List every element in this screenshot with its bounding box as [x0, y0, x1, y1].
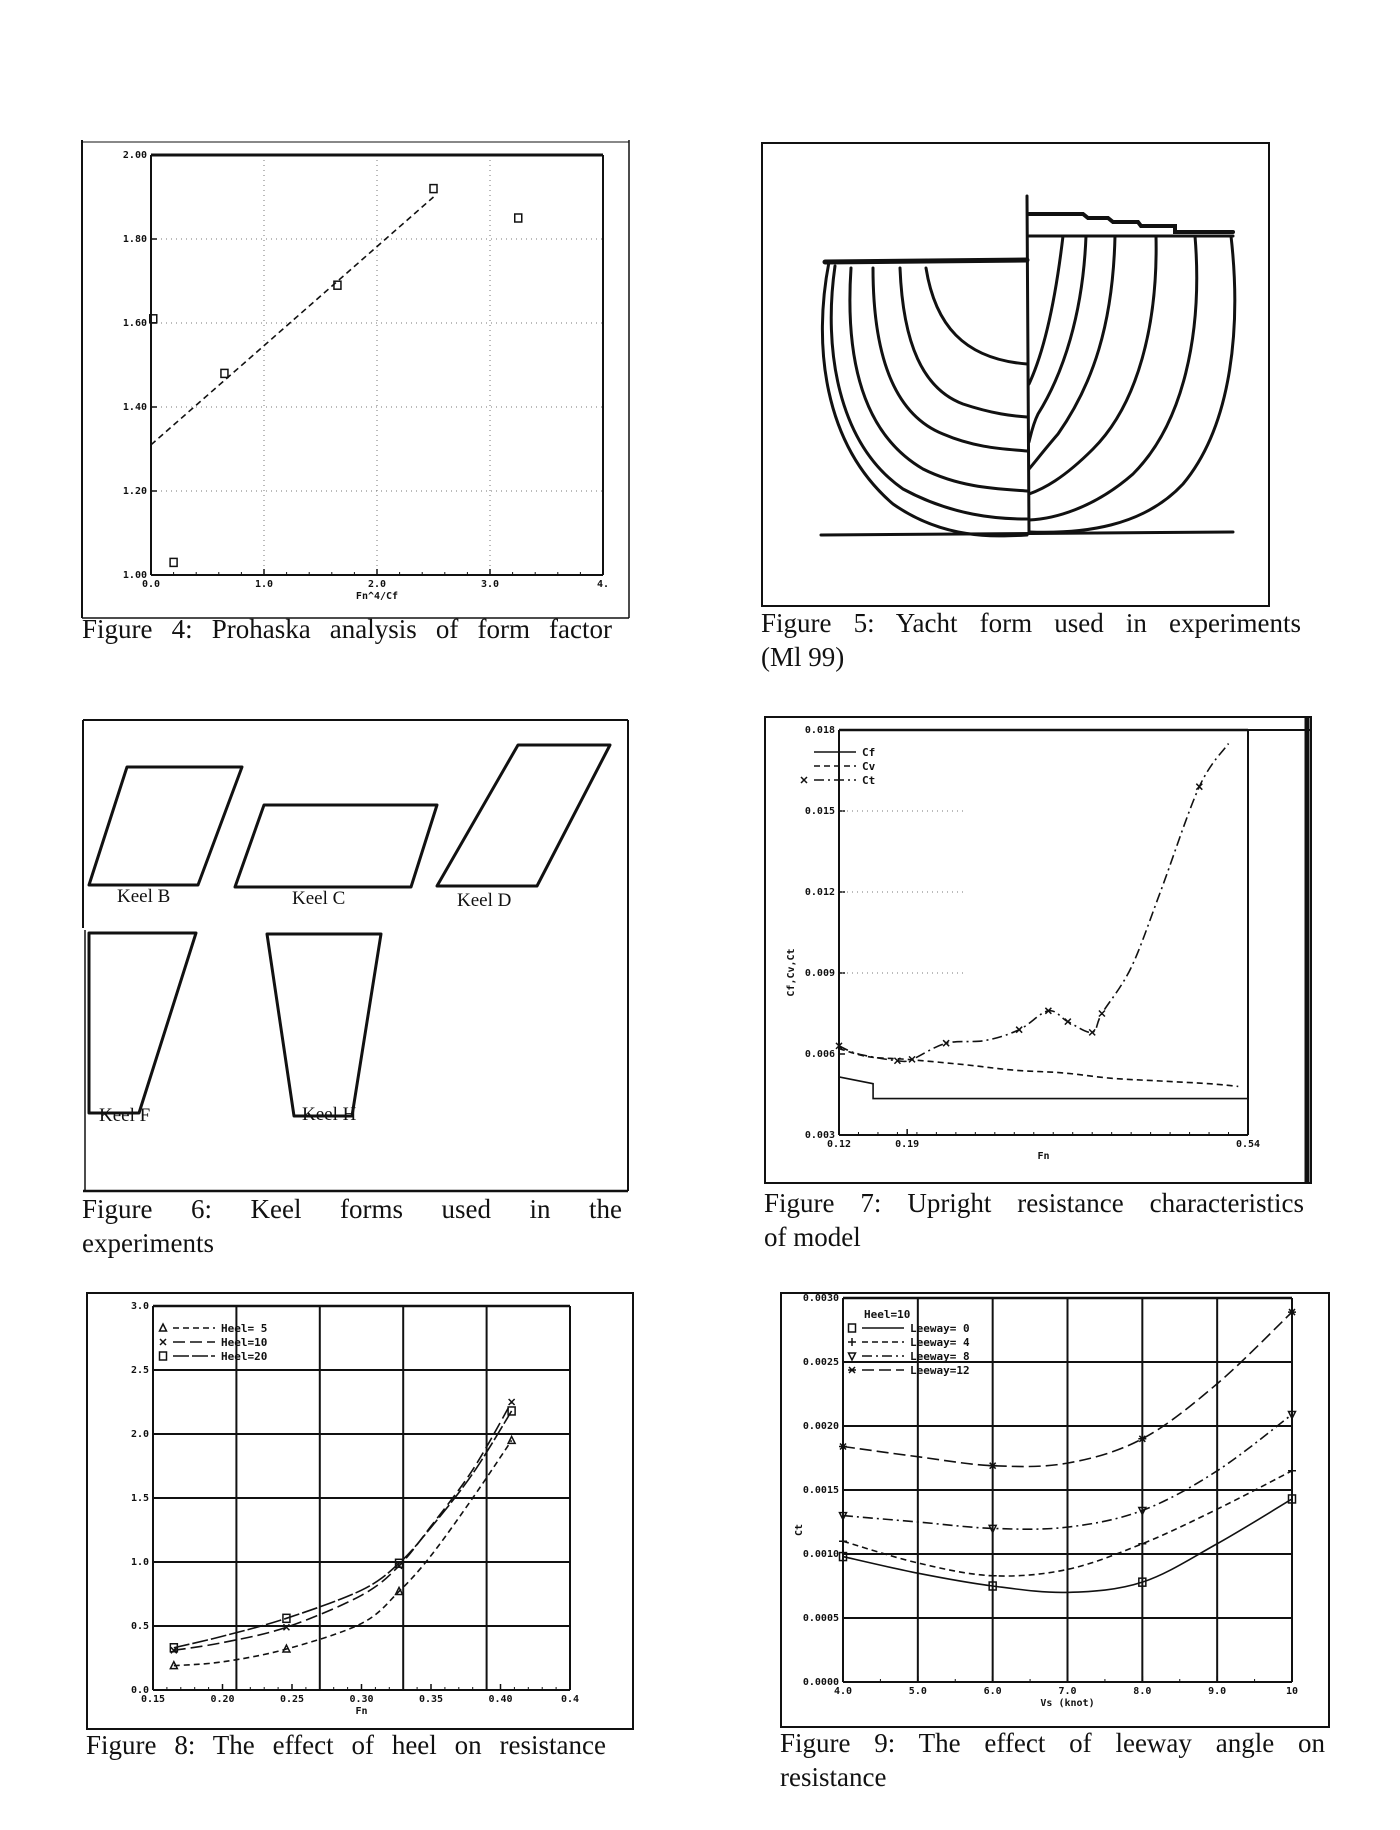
x-tick-label: 10: [1285, 1686, 1299, 1697]
figure-6-caption-line2: experiments: [82, 1228, 214, 1258]
y-tick-label: 0.0030: [802, 1293, 839, 1304]
keel-f-label: Keel F: [99, 1105, 151, 1126]
data-point-marker: [170, 558, 177, 566]
series-line-1: [151, 197, 434, 445]
y-tick-label: 0.0: [130, 1685, 149, 1696]
series-line-0: [839, 1077, 1248, 1099]
figure-9-chart: [780, 1292, 1330, 1730]
data-point-marker: [1099, 1011, 1105, 1017]
data-point-marker: [1065, 1019, 1071, 1025]
x-axis-label: Fn^4/Cf: [355, 591, 399, 602]
x-tick-label: 0.19: [895, 1139, 920, 1150]
legend-entry: Ct: [862, 774, 876, 787]
y-tick-label: 1.40: [122, 402, 147, 413]
figure-9-caption-line2: resistance: [780, 1762, 887, 1792]
data-point-marker: [989, 1572, 997, 1580]
legend-entry: Cf: [862, 746, 876, 759]
y-tick-label: 0.006: [804, 1049, 835, 1060]
figure-9: [780, 1292, 1330, 1730]
x-tick-label: 5.0: [908, 1686, 927, 1697]
data-point-marker: [221, 369, 228, 377]
y-tick-label: 1.20: [122, 486, 147, 497]
y-tick-label: 0.0015: [802, 1485, 839, 1496]
x-tick-label: 8.0: [1133, 1686, 1152, 1697]
figure-8-chart: [86, 1292, 634, 1732]
y-tick-label: 0.0000: [802, 1677, 839, 1688]
figure-7-chart: [764, 716, 1312, 1184]
data-point-marker: [1016, 1027, 1022, 1033]
keel-f-shape: [89, 933, 196, 1113]
x-tick-label: 0.54: [1235, 1139, 1261, 1150]
keel-b-label: Keel B: [117, 886, 171, 907]
x-tick-label: 0.15: [140, 1694, 166, 1705]
figure-4: [82, 140, 632, 620]
x-tick-label: 0.12: [826, 1139, 852, 1150]
y-tick-label: 0.018: [804, 725, 835, 736]
figure-4-caption-text: Figure 4: Prohaska analysis of form factor: [82, 614, 612, 644]
x-tick-label: 9.0: [1208, 1686, 1227, 1697]
figure-frame: [765, 717, 1311, 1183]
y-tick-label: 3.0: [130, 1301, 149, 1312]
data-point-marker: [430, 185, 437, 193]
y-tick-label: 0.003: [804, 1130, 835, 1141]
y-tick-label: 0.0025: [802, 1357, 839, 1368]
x-tick-label: 7.0: [1058, 1686, 1077, 1697]
y-tick-label: 2.5: [130, 1365, 149, 1376]
y-tick-label: 0.012: [804, 887, 835, 898]
y-tick-label: 0.0020: [802, 1421, 839, 1432]
y-axis-label: Ct: [794, 1523, 805, 1537]
x-tick-label: 0.0: [141, 579, 161, 590]
legend-entry: Leeway=12: [910, 1364, 970, 1377]
figure-frame: [781, 1293, 1329, 1727]
legend-marker: [160, 1324, 167, 1331]
y-tick-label: 2.0: [130, 1429, 149, 1440]
x-tick-label: 0.30: [349, 1694, 374, 1705]
data-point-marker: [1196, 784, 1202, 790]
x-tick-label: 0.40: [488, 1694, 513, 1705]
y-tick-label: 0.5: [130, 1621, 149, 1632]
keel-c-shape: [235, 805, 437, 887]
legend-marker: [801, 777, 807, 783]
x-tick-label: 4.0: [833, 1686, 853, 1697]
figure-8: [86, 1292, 634, 1732]
figure-7-caption-line1: Figure 7: Upright resistance characteristics: [764, 1188, 1304, 1218]
x-tick-label: 4.: [596, 579, 610, 590]
figure-5-caption: [761, 606, 1301, 674]
figure-7: [764, 716, 1312, 1184]
y-tick-label: 1.00: [122, 570, 147, 581]
figure-9-caption: [780, 1726, 1325, 1794]
y-tick-label: 0.015: [804, 806, 835, 817]
keel-forms-drawing: [82, 718, 630, 1192]
y-axis-label: Cf,Cv,Ct: [786, 948, 797, 997]
figure-6-caption-line1: Figure 6: Keel forms used in the: [82, 1194, 622, 1224]
data-point-marker: [839, 1537, 847, 1545]
data-point-marker: [515, 214, 522, 222]
legend-entry: Leeway= 0: [910, 1322, 970, 1335]
figure-9-caption-line1: Figure 9: The effect of leeway angle on: [780, 1728, 1325, 1758]
keel-d-label: Keel D: [457, 890, 512, 911]
series-line-1: [174, 1402, 512, 1650]
keel-d-shape: [437, 745, 610, 886]
figure-4-caption: [82, 612, 612, 646]
y-tick-label: 1.5: [130, 1493, 149, 1504]
legend-entry: Heel=20: [221, 1350, 268, 1363]
y-tick-label: 0.009: [804, 968, 835, 979]
x-tick-label: 3.0: [480, 579, 500, 590]
legend-marker: [848, 1338, 856, 1346]
legend-marker: [849, 1353, 856, 1360]
legend-marker: [160, 1352, 167, 1360]
series-line-0: [174, 1440, 512, 1665]
x-tick-label: 6.0: [983, 1686, 1002, 1697]
x-tick-label: 2.0: [367, 579, 387, 590]
figure-8-caption: [86, 1728, 606, 1762]
legend-entry: Heel= 5: [221, 1322, 268, 1335]
figure-7-caption: [764, 1186, 1304, 1254]
x-axis-label: Fn: [1037, 1151, 1050, 1162]
x-tick-label: 1.0: [254, 579, 274, 590]
y-tick-label: 1.60: [122, 318, 147, 329]
data-point-marker: [1288, 1467, 1296, 1475]
figure-4-chart: [82, 140, 632, 620]
legend-entry: Leeway= 4: [910, 1336, 970, 1349]
keel-c-label: Keel C: [292, 888, 346, 909]
data-point-marker: [1089, 1029, 1095, 1035]
legend-entry: Leeway= 8: [910, 1350, 970, 1363]
x-tick-label: 0.4: [560, 1694, 580, 1705]
x-tick-label: 0.25: [279, 1694, 305, 1705]
series-line-2: [839, 744, 1229, 1062]
y-tick-label: 1.80: [122, 234, 147, 245]
legend-entry: Cv: [862, 760, 876, 773]
figure-7-caption-line2: of model: [764, 1222, 861, 1252]
y-tick-label: 0.0010: [802, 1549, 839, 1560]
figure-frame: [87, 1293, 633, 1729]
figure-6: [82, 718, 630, 1192]
legend-title: Heel=10: [864, 1308, 911, 1321]
legend-entry: Heel=10: [221, 1336, 268, 1349]
y-tick-label: 1.0: [130, 1557, 149, 1568]
figure-6-caption: [82, 1192, 622, 1260]
figure-5-caption-line2: (Ml 99): [761, 642, 845, 672]
x-axis-label: Fn: [355, 1706, 368, 1717]
series-line-1: [839, 1049, 1238, 1087]
yacht-body-plan: [763, 144, 1272, 609]
x-tick-label: 0.35: [418, 1694, 444, 1705]
data-point-marker: [509, 1399, 515, 1405]
keel-h-shape: [267, 934, 381, 1116]
y-tick-label: 0.0005: [802, 1613, 839, 1624]
legend-marker: [160, 1339, 166, 1345]
figure-8-caption-text: Figure 8: The effect of heel on resistance: [86, 1730, 606, 1760]
data-point-marker: [508, 1436, 515, 1443]
figure-5-caption-line1: Figure 5: Yacht form used in experiments: [761, 608, 1301, 638]
legend-marker: [849, 1324, 856, 1332]
data-point-marker: [1138, 1540, 1146, 1548]
y-tick-label: 2.00: [122, 150, 147, 161]
figure-5: [761, 142, 1270, 607]
legend-marker: [848, 1367, 856, 1373]
x-tick-label: 0.20: [210, 1694, 235, 1705]
series-line-2: [174, 1411, 512, 1648]
keel-h-label: Keel H: [302, 1104, 357, 1125]
x-axis-label: Vs (knot): [1040, 1698, 1095, 1709]
keel-b-shape: [89, 767, 242, 885]
